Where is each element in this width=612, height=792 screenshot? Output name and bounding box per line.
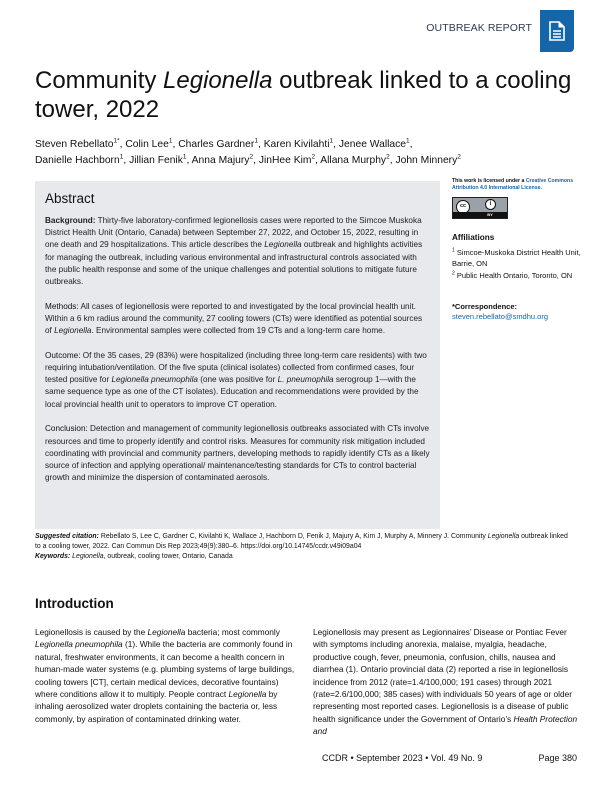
page-number: Page 380	[538, 753, 577, 763]
keywords-italic: Legionella	[70, 553, 104, 560]
abstract-text: serogroup 1—with the same sequence type as one of the CT isolates). Education and recommendations were provided by the local provincial health unit to operators to improve CT operation.	[45, 375, 419, 409]
by-label: BY	[453, 212, 507, 218]
author-sup: 1	[406, 137, 410, 145]
body-italic: Legionella pneumophila	[35, 639, 123, 650]
author-sup: 1	[182, 153, 187, 161]
author-sup: 2	[386, 153, 390, 161]
author-sup: 2	[249, 153, 254, 161]
citation-label: Suggested citation:	[35, 533, 99, 540]
author: Danielle Hachborn	[35, 155, 120, 166]
abstract-heading: Abstract	[45, 191, 95, 206]
author: Jillian Fenik	[129, 155, 183, 166]
author-sup: 1	[254, 137, 258, 145]
abstract-italic: Legionella pneumophila	[111, 375, 198, 385]
abstract-methods	[45, 301, 430, 338]
page-footer	[322, 753, 577, 763]
abstract-conclusion	[45, 423, 430, 484]
abstract-text: All cases of legionellosis were reported to and investigated by the local provincial health unit. Within a 6 km radius around the community, 27 cooling towers (CTs) were identified as potential sources of	[45, 301, 423, 336]
body-italic: Health Protection and	[313, 713, 578, 737]
author: John Minnery	[395, 155, 458, 166]
abstract-text: outbreak and highlights activities for managing the outbreak, including various environmental and infrastructural controls associated with the public health response and some of the unique challenges and potential solutions to mitigate future outbreaks.	[45, 240, 423, 287]
author: Charles Gardner	[178, 139, 255, 150]
citation-text: outbreak linked to a cooling tower, 2022. Can Commun Dis Rep 2023;49(9):380–6. https://doi.org/10.14745/ccdr.v49i09a04	[35, 533, 568, 550]
intro-right-column	[313, 626, 578, 738]
body-text: bacteria; most commonly	[185, 627, 280, 637]
keywords-label: Keywords:	[35, 553, 71, 560]
author: Jenee Wallace	[338, 139, 407, 150]
abstract-outcome	[45, 350, 430, 411]
page-title	[35, 66, 575, 124]
abstract-italic: L. pneumophila	[277, 375, 334, 385]
body-text: Legionellosis is caused by the	[35, 627, 148, 637]
body-italic: Legionella	[228, 689, 267, 700]
abstract-text: Of the 35 cases, 29 (83%) were hospitalized (including three long-term care residents) with two requiring intubation/ventilation. Of the five sputa (clinical isolates) collected from confirmed cases, four tested positive for	[45, 350, 427, 385]
attribution-person-icon: i	[485, 199, 496, 210]
body-italic: Legionella	[147, 627, 186, 637]
author-sup: 2	[311, 153, 316, 161]
license-text: This work is licensed under a	[452, 178, 526, 184]
correspondence-label: *Correspondence:	[452, 301, 518, 311]
license-link[interactable]: Creative Commons Attribution 4.0 International License.	[452, 178, 574, 191]
affiliation-text: Simcoe-Muskoka District Health Unit, Barrie, ON	[452, 248, 581, 268]
conclusion-label: Conclusion:	[45, 424, 88, 434]
abstract-italic: Legionella	[264, 240, 302, 250]
outcome-label: Outcome:	[45, 350, 81, 360]
journal-info: CCDR • September 2023 • Vol. 49 No. 9	[322, 753, 483, 763]
affiliation-sup: 2	[452, 270, 455, 277]
intro-left-column	[35, 626, 300, 725]
introduction-heading: Introduction	[35, 596, 114, 611]
section-label: OUTBREAK REPORT	[426, 22, 532, 34]
abstract-italic: Legionella	[54, 326, 92, 336]
author: Steven Rebellato	[35, 139, 114, 150]
background-label: Background:	[45, 216, 96, 225]
affiliation-sup: 1	[452, 247, 455, 254]
author: Colin Lee	[125, 139, 169, 150]
abstract-text: Detection and management of community legionellosis outbreaks associated with CTs involve resources and time to properly identify and control risks. Measures for community risk mitigation included coordinating with provincial and community partners, developing methods to rapidly identify CTs as a likely source of infection and applying operational/ maintenance/testing standards for CTs to control bacterial growth and minimize the dispersion of contaminated aerosols.	[45, 424, 430, 483]
license-notice	[452, 178, 587, 191]
correspondence-email-link[interactable]: steven.rebellato@smdhu.org	[452, 311, 548, 321]
author-sup: 1	[119, 153, 124, 161]
author-sup: 1	[329, 137, 334, 145]
suggested-citation	[35, 532, 575, 562]
title-text: outbreak linked to a cooling tower, 2022	[35, 67, 572, 123]
abstract-text: . Environmental samples were collected from 19 CTs and a long-term care home.	[91, 326, 385, 336]
abstract-background	[45, 215, 430, 288]
abstract-text: Thirty-five laboratory-confirmed legionellosis cases were reported to the Simcoe Muskoka District Health Unit (Ontario, Canada) between September 27, 2022, and October 15, 2022, resulting in one death and 29 hospitalizations. This article describes the	[45, 216, 422, 250]
title-text: Community	[35, 67, 164, 94]
author: Allana Murphy	[320, 155, 387, 166]
sidebar	[452, 178, 587, 321]
affiliation-text: Public Health Ontario, Toronto, ON	[454, 271, 573, 280]
author-sup: 1	[168, 137, 173, 145]
title-italic: Legionella	[163, 67, 273, 94]
affiliation	[452, 271, 587, 282]
cc-icon: cc	[456, 200, 470, 214]
affiliations-heading: Affiliations	[452, 233, 495, 242]
author: JinHee Kim	[258, 155, 312, 166]
document-icon	[540, 10, 574, 52]
affiliation	[452, 248, 587, 269]
author: Karen Kivilahti	[263, 139, 330, 150]
abstract-text: (one was positive for	[197, 375, 278, 385]
author-sup: 1*	[113, 137, 120, 145]
keywords-text: , outbreak, cooling tower, Ontario, Canada	[103, 553, 233, 560]
body-text: (1). While the bacteria are commonly found in natural, freshwater environments, it can become a health concern in human-made water systems (e.g. plumbing systems of large buildings, cooling towers [CT], certain medical devices, decorative fountains) where conditions allow it to multiply. People contract	[35, 639, 295, 700]
body-text: Legionellosis may present as Legionnaires’ Disease or Pontiac Fever with symptoms including anorexia, malaise, myalgia, headache, productive cough, fever, pneumonia, confusion, chills, nausea and diarrhea (1). Ontario provincial data (2) reported a rise in legionellosis incidence from 2012 (rate=1.4/100,000; 191 cases) through 2021 (rate=2.6/100,000; 385 cases) with individuals 50 years of age or older representing most reported cases. Legionellosis is a disease of public health significance under the Government of Ontario’s	[313, 627, 572, 724]
body-text: by inhaling aerosolized water droplets containing the bacteria or, less commonly, by aspiration of contaminated drinking water.	[35, 689, 278, 724]
author-list: Steven Rebellato$^{1*}$, Colin Lee$^1$, Charles Gardner$^1$, Karen Kivilahti$^1$, Jenee Wallace$^1$, Danielle Hachborn$^1$, Jillian Fenik$^1$, Anna Majury$^2$, JinHee Kim$^2$, Allana Murphy$^2$, John Minnery$^2$	[35, 137, 461, 166]
cc-by-badge[interactable]	[452, 197, 508, 219]
methods-label: Methods:	[45, 301, 79, 311]
abstract-box	[35, 181, 440, 529]
citation-text: Rebellato S, Lee C, Gardner C, Kivilahti K, Wallace J, Hachborn D, Fenik J, Majury A, Kim J, Murphy A, Minnery J. Community	[98, 533, 488, 540]
author: Anna Majury	[191, 155, 250, 166]
citation-italic: Legionella	[487, 533, 520, 540]
author-sup: 2	[457, 153, 461, 161]
